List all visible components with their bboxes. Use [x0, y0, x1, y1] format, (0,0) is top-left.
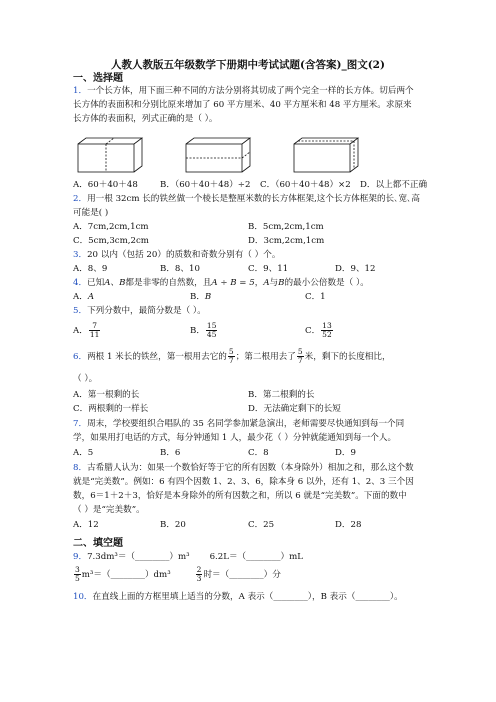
q10-text-3: ）。 [389, 592, 403, 602]
q7-option-d[interactable]: D．9 [335, 448, 356, 458]
q9-text-1: 7.3dm³＝（ [87, 552, 136, 562]
q9-text-2: ）m³ [169, 552, 190, 562]
q8-line1 [73, 463, 414, 475]
q6-fraction-2 [297, 348, 304, 365]
section-choice-heading: 一、选择题 [73, 73, 123, 84]
q9-line1 [73, 552, 303, 564]
q9-fraction-1 [74, 566, 81, 583]
q6-text-3: 米，剩下的长度相比， [304, 351, 391, 362]
q6-option-d[interactable]: D．无法确定剩下的长短 [248, 404, 341, 414]
q4-var-a: A [104, 278, 111, 288]
q2-line1 [73, 194, 420, 206]
q5-number: 5． [73, 306, 88, 316]
q4-text-4: ， [254, 278, 264, 288]
q5-line [73, 306, 206, 318]
q4-option-c[interactable]: C．1 [305, 292, 326, 302]
q6-option-c[interactable]: C．两根剩的一样长 [73, 404, 149, 414]
q9-line2 [73, 566, 281, 583]
q5-b-numerator: 15 [206, 321, 217, 330]
q8-text1: 古希腊人认为：如果一个数恰好等于它的所有因数（本身除外）相加之和，那么这个数 [87, 463, 414, 473]
q4-option-a-value: A [87, 292, 95, 302]
q4-option-a[interactable] [73, 292, 94, 304]
q6-line2: （ ）。 [73, 374, 98, 384]
q6-f2-numerator: 5 [297, 347, 303, 356]
q7-line1 [73, 419, 404, 431]
q4-text-5: 与 [269, 278, 279, 288]
q8-option-b[interactable]: B．20 [160, 520, 186, 530]
q8-option-a[interactable]: A．12 [73, 520, 99, 530]
q3-option-a[interactable]: A．8、9 [73, 264, 108, 274]
q7-option-b[interactable]: B．6 [160, 448, 181, 458]
q7-option-a[interactable]: A．5 [73, 448, 94, 458]
q10-blank-a[interactable]: ________ [273, 592, 308, 602]
q5-c-denominator: 52 [322, 329, 332, 339]
q5-option-a-label: A． [73, 325, 88, 336]
q9-text-7: 时＝（ [203, 569, 230, 580]
q6-f1-numerator: 5 [228, 347, 234, 356]
q2-text1: 用一根 32cm 长的铁丝做一个棱长是整厘米数的长方体框架,这个长方体框架的长､宽､高 [87, 194, 420, 204]
q9-f1-denominator: 5 [75, 573, 80, 583]
q8-line2: 就是“完美数”。例如：6 有四个因数 1、2、3、6，除本身 6 以外，还有 1、2、3 三个因 [73, 477, 414, 487]
q4-equation: A ÷ B = 5 [211, 278, 255, 288]
q6-text-1: 两根 1 米长的铁丝，第一根用去它的 [87, 351, 227, 362]
q4-text-2: 、 [110, 278, 120, 288]
q1-option-a[interactable]: A．60＋40＋48 [73, 180, 138, 190]
q10-line [73, 592, 403, 604]
q7-number: 7． [73, 419, 88, 429]
q8-number: 8． [73, 463, 88, 473]
page-title: 人教人教版五年级数学下册期中考试试题(含答案)_图文(2) [111, 59, 385, 71]
q9-blank-4[interactable]: ________ [229, 569, 264, 580]
q10-blank-b[interactable]: ________ [355, 592, 390, 602]
cuboid-figure-1 [78, 138, 142, 172]
q5-option-a-fraction [89, 322, 101, 339]
q6-text-2: ；第二根用去了 [235, 351, 296, 362]
q6-f1-denominator: 7 [228, 355, 234, 365]
q4-var-b-2: B [278, 278, 285, 288]
q3-line [73, 250, 280, 262]
q4-option-b-label: B． [190, 292, 205, 302]
q5-b-denominator: 45 [206, 329, 217, 339]
q5-option-a[interactable] [73, 322, 101, 339]
q8-option-d[interactable]: D．28 [335, 520, 362, 530]
q5-a-numerator: 7 [89, 322, 101, 331]
q9-text-6: ）dm³ [144, 569, 171, 580]
q1-option-d[interactable]: D．以上都不正确 [360, 180, 428, 190]
q4-text-3: 都是非零的自然数，且 [125, 278, 212, 288]
q3-option-d[interactable]: D．9、12 [335, 264, 376, 274]
q8-line4: （ ）是“完美数”。 [73, 505, 145, 515]
q5-option-b-label: B． [190, 325, 205, 336]
q3-option-c[interactable]: C．9、11 [248, 264, 289, 274]
q8-option-c[interactable]: C．25 [248, 520, 275, 530]
q1-number: 1． [73, 86, 88, 96]
q1-line2: 长方体的表面积和分别比原来增加了 60 平方厘米、40 平方厘米和 48 平方厘米。求原来 [73, 100, 412, 110]
q1-option-b[interactable]: B．（60＋40＋48）÷2 [160, 180, 251, 190]
q9-fraction-2 [196, 566, 203, 583]
q7-option-c[interactable]: C．8 [248, 448, 269, 458]
q7-text1: 周末，学校要组织合唱队的 35 名同学参加紧急演出，老师需要尽快通知到每一个同 [87, 419, 405, 429]
q1-line3: 长方体的表面积，列式正确的是（ ）。 [73, 114, 218, 124]
q9-text-8: ）分 [263, 569, 281, 580]
q2-option-c[interactable]: C．5cm,3cm,2cm [73, 236, 149, 246]
q6-option-b[interactable]: B．第二根剩的长 [248, 390, 315, 400]
q9-text-4: ）mL [280, 552, 303, 562]
q6-option-a[interactable]: A．第一根剩的长 [73, 390, 140, 400]
q2-option-a[interactable]: A．7cm,2cm,1cm [73, 222, 149, 232]
q4-text-1: 已知 [87, 278, 105, 288]
q10-text-2: ），B 表示（ [307, 592, 356, 602]
q9-number: 9． [73, 552, 88, 562]
q9-f2-denominator: 3 [196, 573, 202, 583]
q6-number: 6． [73, 351, 88, 362]
q5-option-c[interactable] [305, 322, 334, 339]
q1-line1 [73, 86, 414, 98]
q5-option-b-fraction [206, 322, 218, 339]
q5-a-denominator: 11 [89, 329, 100, 339]
q4-var-b: B [119, 278, 126, 288]
q9-text-3: 6.2L＝（ [209, 552, 247, 562]
q6-fraction-1 [228, 348, 235, 365]
q4-option-b[interactable] [190, 292, 211, 304]
q4-var-a-2: A [263, 278, 270, 288]
q1-cuboid-figures [76, 136, 436, 176]
q8-line3: 数，6＝1＋2＋3，恰好是本身除外的所有因数之和，所以 6 就是“完美数”。下面的数中 [73, 491, 407, 501]
q6-f2-denominator: 7 [297, 355, 303, 365]
q9-f1-numerator: 3 [75, 565, 80, 574]
q4-option-b-value: B [204, 292, 212, 302]
q10-number: 10． [73, 592, 93, 602]
q3-option-b[interactable]: B．8、10 [160, 264, 200, 274]
q10-text-1: 在直线上面的方框里填上适当的分数，A 表示（ [92, 592, 274, 602]
cuboid-figure-2 [186, 138, 250, 172]
q5-option-c-label: C． [305, 325, 321, 336]
q1-option-c[interactable]: C．（60＋40＋48）×2 [260, 180, 351, 190]
q9-blank-3[interactable]: ________ [110, 569, 145, 580]
q2-number: 2． [73, 194, 88, 204]
q4-option-a-label: A． [73, 292, 88, 302]
q3-number: 3． [73, 250, 88, 260]
q4-text-6: 的最小公倍数是（ ）。 [284, 278, 369, 288]
q5-c-numerator: 13 [322, 321, 332, 330]
q5-option-b[interactable] [190, 322, 218, 339]
q2-option-d[interactable]: D．3cm,2cm,1cm [248, 236, 325, 246]
q4-line [73, 278, 369, 290]
q7-line2: 学，如果用打电话的方式，每分钟通知 1 人，最少花（ ）分钟就能通知到每一个人。 [73, 433, 397, 443]
q9-text-5: m³＝（ [81, 569, 111, 580]
q4-number: 4． [73, 278, 88, 288]
q9-f2-numerator: 2 [196, 565, 202, 574]
q1-text1: 一个长方体，用下面三种不同的方法分别将其切成了两个完全一样的长方体。切后两个 [87, 86, 414, 96]
q9-blank-1[interactable]: ________ [135, 552, 170, 562]
q6-line1 [73, 348, 391, 365]
cuboid-figure-3 [294, 138, 358, 172]
q9-blank-2[interactable]: ________ [246, 552, 281, 562]
q3-text: 20 以内（包括 20）的质数和奇数分别有（ ）个。 [87, 250, 281, 260]
q5-text: 下列分数中，最简分数是（ ）。 [87, 306, 206, 316]
q2-line2: 可能是( ) [73, 208, 109, 218]
q2-option-b[interactable]: B．5cm,2cm,1cm [248, 222, 324, 232]
section-fill-heading: 二、填空题 [73, 538, 123, 549]
q5-option-c-fraction [321, 322, 333, 339]
